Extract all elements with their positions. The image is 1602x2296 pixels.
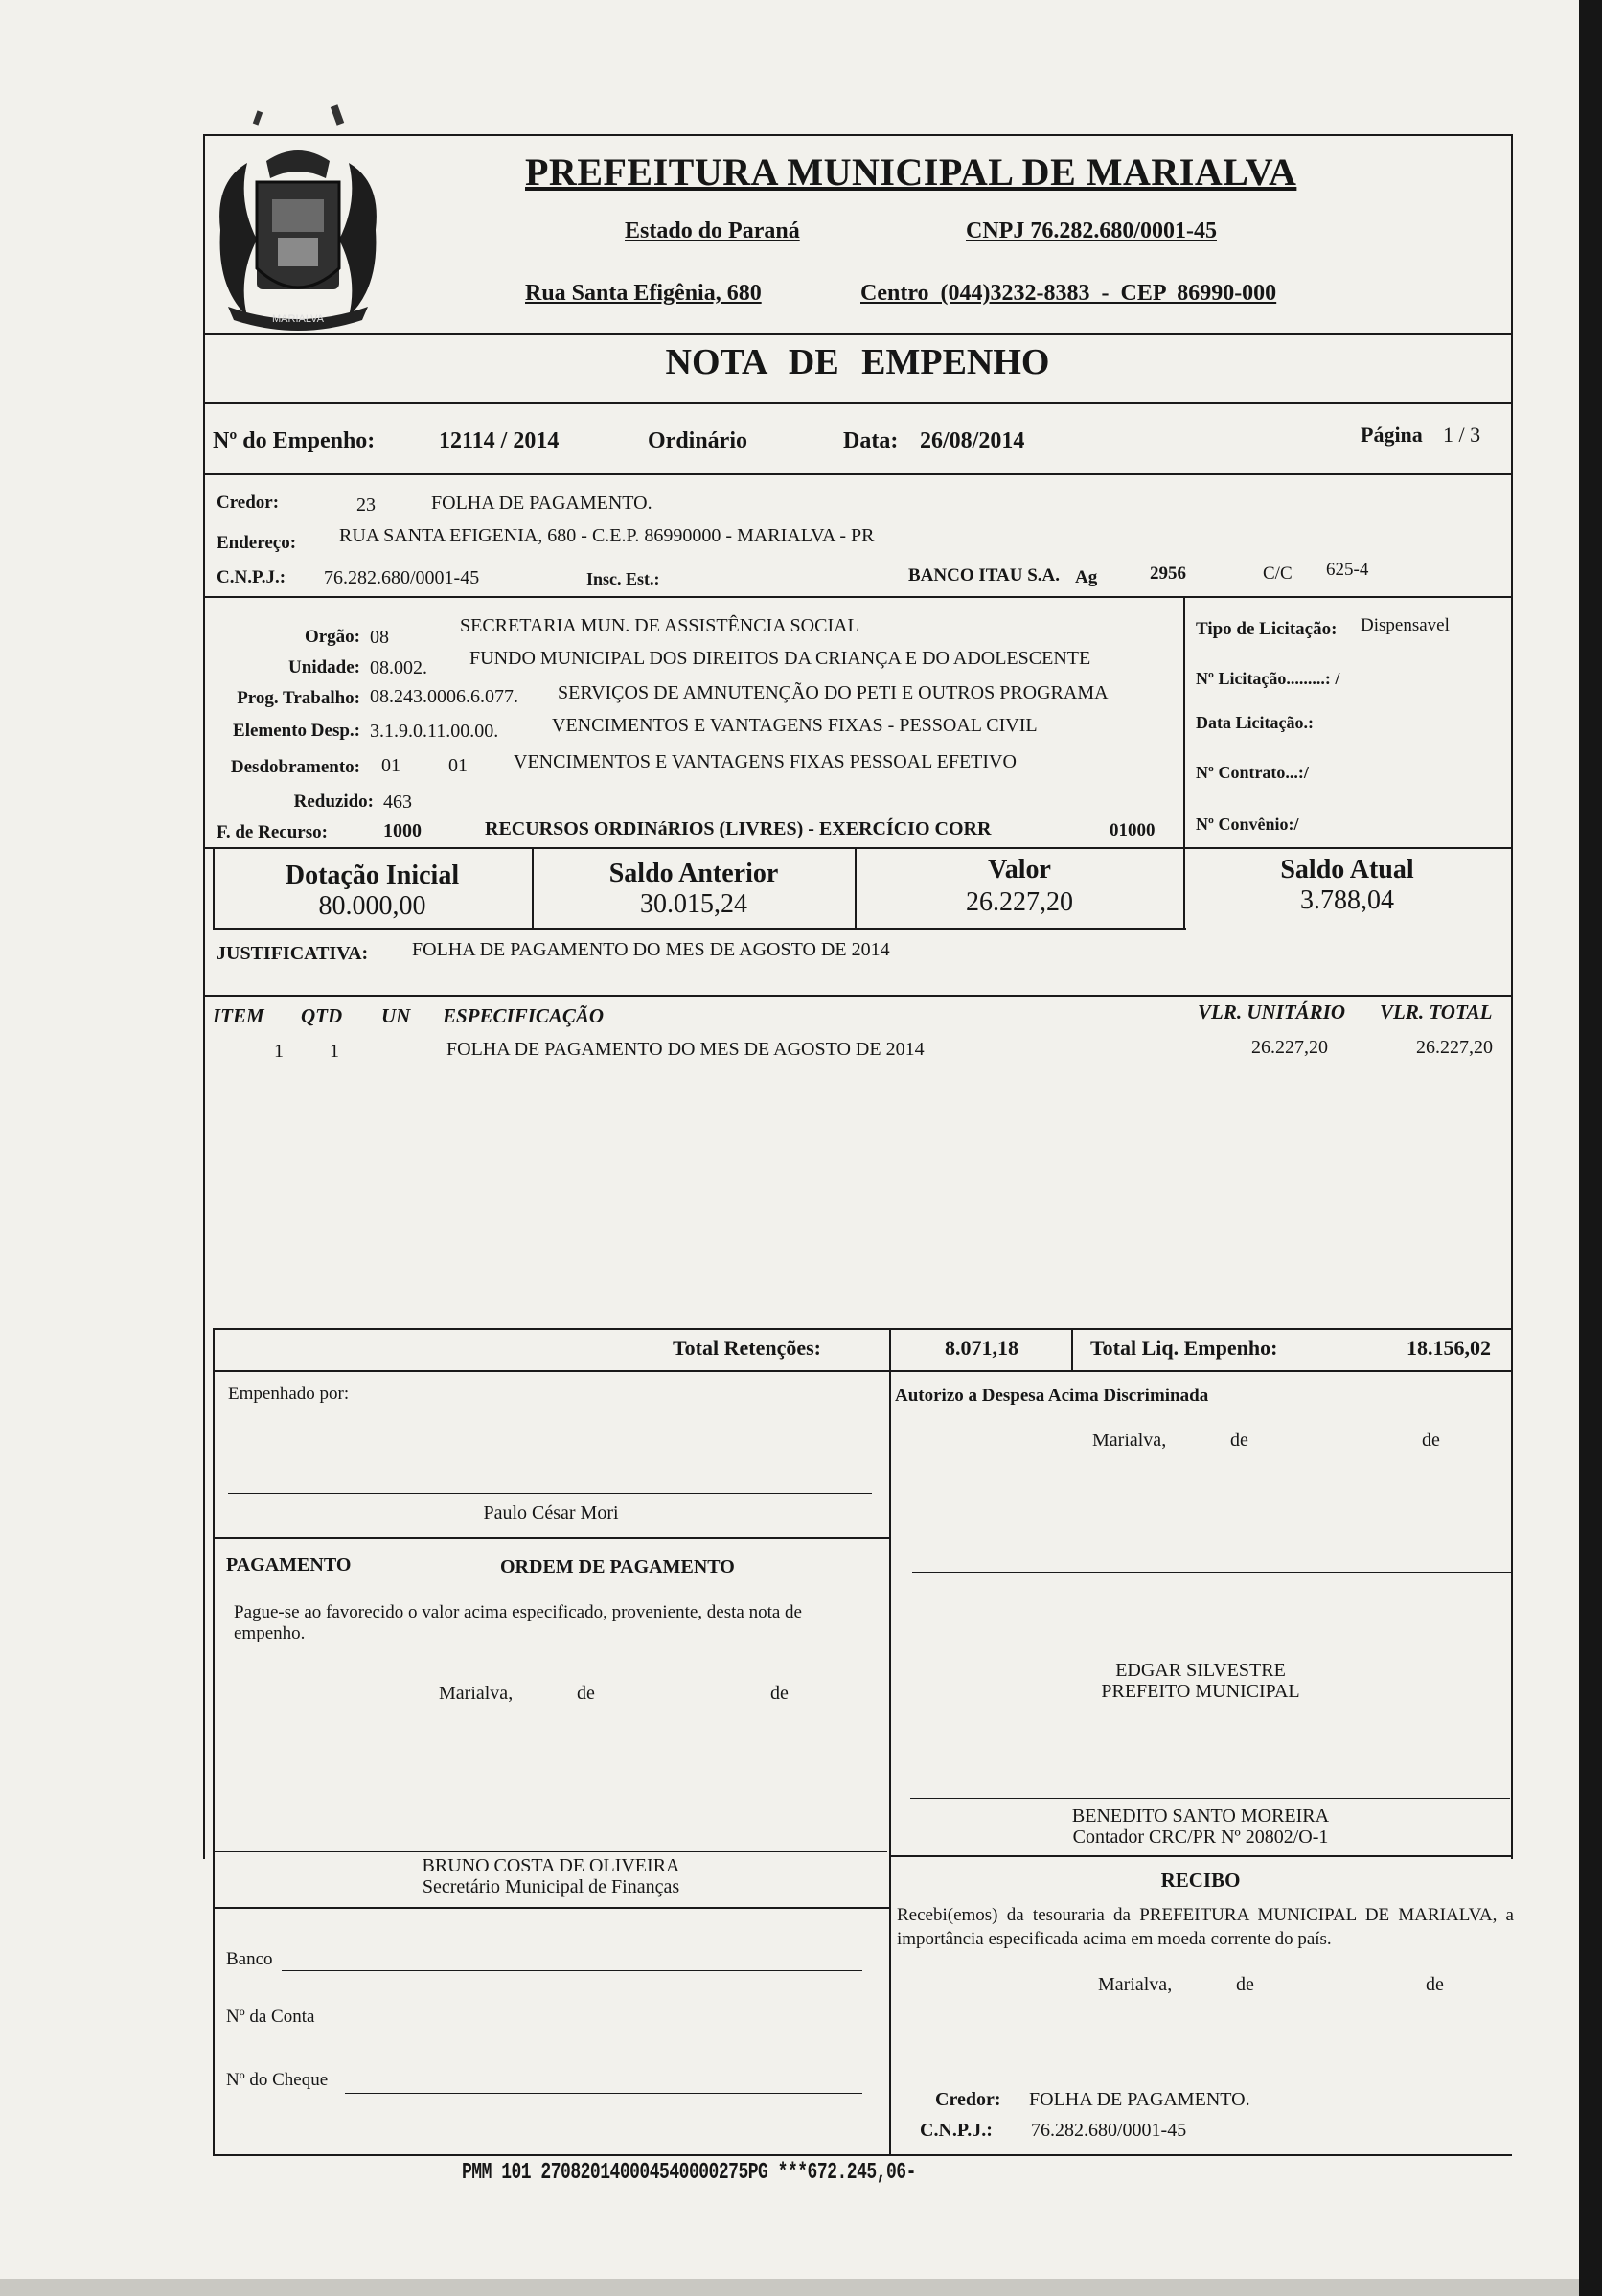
recurso-name: RECURSOS ORDINáRIOS (LIVRES) - EXERCÍCIO CORR [485, 818, 992, 839]
empenhado-divider [213, 1537, 889, 1539]
secretario-role: Secretário Municipal de Finanças [422, 1876, 680, 1897]
licitacao-date: Data Licitação.: [1196, 713, 1314, 732]
justificativa-label: JUSTIFICATIVA: [217, 943, 369, 964]
recibo-de-2: de [1426, 1974, 1444, 1995]
recibo-city: Marialva, [1098, 1974, 1173, 1995]
item-header: ITEM [213, 1004, 264, 1027]
frame-top [203, 134, 1512, 136]
sig-middle-border [889, 1370, 891, 2156]
autorizo-de-2: de [1422, 1430, 1440, 1451]
pagamento-de-2: de [770, 1683, 789, 1704]
budget-divider [203, 847, 1512, 849]
coat-of-arms-icon [209, 144, 387, 335]
address-details: Centro (044)3232-8383 - CEP 86990-000 [860, 281, 1277, 306]
elemento-code: 3.1.9.0.11.00.00. [370, 721, 499, 742]
elemento-name: VENCIMENTOS E VANTAGENS FIXAS - PESSOAL CIVIL [552, 715, 1038, 736]
prefeito-sign-line [912, 1572, 1512, 1573]
liq-empenho-label: Total Liq. Empenho: [1090, 1336, 1278, 1360]
saldo-anterior-label: Saldo Anterior [608, 859, 779, 888]
desdobramento-b: 01 [448, 755, 468, 776]
recibo-credor-label: Credor: [935, 2089, 1001, 2110]
valor-label: Valor [988, 855, 1051, 884]
autorizo-de-1: de [1230, 1430, 1248, 1451]
secretario-name: BRUNO COSTA DE OLIVEIRA [422, 1855, 680, 1876]
pague-se-text: Pague-se ao favorecido o valor acima especificado, proveniente, desta nota de empenho. [234, 1602, 802, 1643]
contract-number: Nº Contrato...:/ [1196, 763, 1309, 782]
secretario-divider [213, 1907, 889, 1909]
liq-empenho-value: 18.156,02 [1407, 1336, 1491, 1360]
justificativa-text: FOLHA DE PAGAMENTO DO MES DE AGOSTO DE 2014 [412, 939, 890, 960]
empenho-number: 12114 / 2014 [439, 428, 560, 453]
espec-header: ESPECIFICAÇÃO [443, 1004, 605, 1027]
unidade-code: 08.002. [370, 657, 427, 678]
pagamento-de-1: de [577, 1683, 595, 1704]
page-label: Página [1361, 423, 1423, 447]
qtd-header: QTD [301, 1004, 343, 1027]
ordem-pagamento-label: ORDEM DE PAGAMENTO [500, 1556, 735, 1577]
banco-field-line [282, 1970, 862, 1971]
convenio-number: Nº Convênio:/ [1196, 815, 1299, 834]
account-number: 625-4 [1326, 560, 1369, 580]
frame-left [203, 134, 205, 1859]
totals-sep-1 [889, 1328, 891, 1370]
agency-label: Ag [1075, 567, 1098, 587]
desdobramento-a: 01 [381, 755, 400, 776]
cheque-field-line [345, 2093, 862, 2094]
date-label: Data: [843, 428, 899, 453]
recibo-de-1: de [1236, 1974, 1254, 1995]
title-divider [203, 402, 1512, 404]
recibo-credor-name: FOLHA DE PAGAMENTO. [1029, 2089, 1250, 2110]
svg-text:MARIALVA: MARIALVA [272, 313, 324, 325]
desdobramento-name: VENCIMENTOS E VANTAGENS FIXAS PESSOAL EFETIVO [514, 751, 1017, 772]
vlr-total-header: VLR. TOTAL [1380, 1000, 1493, 1023]
pagamento-city: Marialva, [439, 1683, 514, 1704]
totals-bottom-line [213, 1370, 1512, 1372]
state-label: Estado do Paraná [625, 218, 800, 243]
prefecture-title: PREFEITURA MUNICIPAL DE MARIALVA [525, 150, 1297, 194]
recurso-code: 1000 [383, 820, 422, 841]
recibo-title: RECIBO [1160, 1869, 1241, 1892]
recibo-cnpj: 76.282.680/0001-45 [1031, 2120, 1187, 2141]
scan-edge [1579, 0, 1602, 2296]
prefeito-name: EDGAR SILVESTRE [1115, 1660, 1286, 1681]
document-title: NOTA DE EMPENHO [665, 342, 1050, 382]
empenhado-sign-line [228, 1493, 872, 1494]
items-top-line [203, 995, 1512, 997]
orgao-name: SECRETARIA MUN. DE ASSISTÊNCIA SOCIAL [460, 615, 859, 636]
address-label: Endereço: [217, 533, 297, 553]
values-box-bottom [213, 928, 1186, 930]
vlr-total-cell: 26.227,20 [1416, 1037, 1493, 1058]
unidade-label: Unidade: [288, 657, 360, 677]
autorizo-city: Marialva, [1092, 1430, 1167, 1451]
recurso-number: 01000 [1110, 820, 1156, 840]
secretario-sign-line [215, 1851, 887, 1852]
prog-trabalho-name: SERVIÇOS DE AMNUTENÇÃO DO PETI E OUTROS PROGRAMA [558, 682, 1109, 703]
licitacao-number: Nº Licitação.........: / [1196, 669, 1340, 688]
empenho-divider [203, 473, 1512, 475]
orgao-label: Orgão: [304, 627, 360, 647]
prefeito-role: PREFEITO MUNICIPAL [1101, 1681, 1300, 1702]
frame-right [1511, 134, 1513, 1859]
reduzido-label: Reduzido: [293, 792, 374, 812]
credor-divider [203, 596, 1512, 598]
licitacao-type: Dispensavel [1361, 615, 1450, 635]
header-divider [203, 333, 1512, 335]
empenho-type: Ordinário [648, 428, 748, 453]
credor-address: RUA SANTA EFIGENIA, 680 - C.E.P. 86990000 - MARIALVA - PR [339, 525, 875, 546]
credor-label: Credor: [217, 493, 280, 513]
sig-bottom-border [213, 2154, 1512, 2156]
vlr-unit-header: VLR. UNITÁRIO [1198, 1000, 1346, 1023]
recibo-top-line [889, 1855, 1512, 1857]
contador-role: Contador CRC/PR Nº 20802/O-1 [1072, 1826, 1329, 1848]
empenhado-name: Paulo César Mori [483, 1503, 619, 1524]
prog-trabalho-code: 08.243.0006.6.077. [370, 686, 518, 707]
page-number: 1 / 3 [1443, 423, 1481, 447]
recibo-cnpj-label: C.N.P.J.: [920, 2120, 993, 2141]
retencoes-label: Total Retenções: [673, 1336, 821, 1360]
valor-value: 26.227,20 [966, 887, 1073, 917]
conta-label: Nº da Conta [226, 2007, 315, 2027]
licitacao-divider [1183, 598, 1185, 847]
unidade-name: FUNDO MUNICIPAL DOS DIREITOS DA CRIANÇA E DO ADOLESCENTE [469, 648, 1091, 669]
insc-est-label: Insc. Est.: [586, 569, 660, 588]
vlr-unit-cell: 26.227,20 [1251, 1037, 1328, 1058]
prefecture-cnpj: CNPJ 76.282.680/0001-45 [966, 218, 1217, 243]
retencoes-value: 8.071,18 [945, 1336, 1018, 1360]
account-label: C/C [1263, 563, 1293, 584]
bank-name: BANCO ITAU S.A. [908, 565, 1061, 585]
agency-number: 2956 [1150, 563, 1186, 584]
recurso-label: F. de Recurso: [217, 822, 328, 842]
contador-sign-line [910, 1798, 1510, 1799]
scan-bottom-edge [0, 2279, 1579, 2296]
credor-name: FOLHA DE PAGAMENTO. [431, 493, 652, 514]
empenho-number-label: Nº do Empenho: [213, 428, 376, 453]
totals-left [213, 1328, 215, 1370]
cnpj-label: C.N.P.J.: [217, 567, 286, 587]
orgao-code: 08 [370, 627, 389, 648]
empenho-date: 26/08/2014 [920, 428, 1025, 453]
recibo-text: Recebi(emos) da tesouraria da PREFEITURA MUNICIPAL DE MARIALVA, a importância especificada acima em moeda corrente do país. [897, 1905, 1514, 1949]
pagamento-label: PAGAMENTO [226, 1554, 352, 1575]
credor-code: 23 [356, 494, 376, 516]
cheque-label: Nº do Cheque [226, 2070, 329, 2090]
item-cell: 1 [274, 1041, 284, 1062]
sig-left-border [213, 1370, 215, 2156]
desdobramento-label: Desdobramento: [230, 757, 360, 777]
saldo-anterior-value: 30.015,24 [640, 889, 747, 919]
empenhado-label: Empenhado por: [228, 1384, 350, 1404]
qtd-cell: 1 [330, 1041, 339, 1062]
street-address: Rua Santa Efigênia, 680 [525, 281, 762, 306]
banco-label: Banco [226, 1949, 273, 1969]
un-header: UN [381, 1004, 411, 1027]
elemento-label: Elemento Desp.: [233, 721, 360, 741]
dotacao-label: Dotação Inicial [285, 861, 460, 890]
totals-top-line [213, 1328, 1512, 1330]
licitacao-type-label: Tipo de Licitação: [1196, 619, 1338, 639]
dotacao-value: 80.000,00 [318, 891, 426, 921]
saldo-atual-value: 3.788,04 [1300, 885, 1394, 915]
credor-cnpj: 76.282.680/0001-45 [324, 567, 480, 588]
totals-sep-2 [1071, 1328, 1073, 1370]
saldo-atual-label: Saldo Atual [1280, 855, 1414, 884]
prog-trabalho-label: Prog. Trabalho: [237, 688, 360, 708]
autorizo-text: Autorizo a Despesa Acima Discriminada [895, 1386, 1209, 1406]
reduzido-value: 463 [383, 792, 412, 813]
espec-cell: FOLHA DE PAGAMENTO DO MES DE AGOSTO DE 2014 [446, 1039, 925, 1060]
authentication-stamp: PMM 101 270820140004540000275PG ***672.245,06- [462, 2160, 916, 2186]
contador-name: BENEDITO SANTO MOREIRA [1071, 1805, 1330, 1826]
